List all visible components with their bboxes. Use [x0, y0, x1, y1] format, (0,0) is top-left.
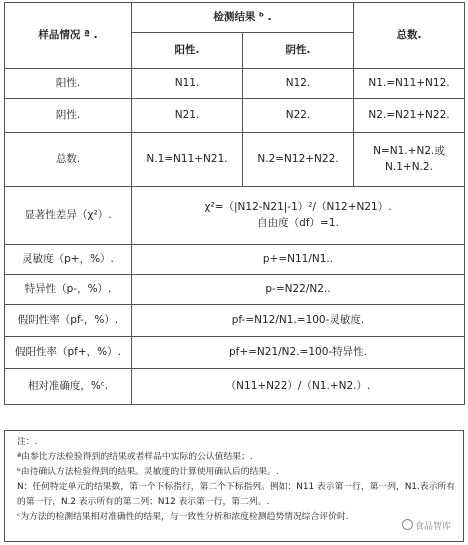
positive-header: 阳性. — [132, 33, 243, 69]
note-a: ª由参比方法检验得到的结果或者样品中实际的公认值结果；. — [17, 452, 253, 462]
total-line-2: N.1+N.2. — [385, 160, 433, 173]
cell: N2.=N21+N22. — [354, 99, 465, 133]
header-row-1 — [5, 3, 465, 33]
row-label: 阴性. — [5, 99, 132, 133]
stat-label: 灵敏度（p+，%）. — [5, 245, 132, 275]
detection-result-header: 检测结果 ᵇ . — [132, 3, 354, 33]
stat-value: （N11+N22）/（N1.+N2.）. — [132, 369, 465, 405]
note-n: N：任何特定单元的结果数，第一个下标指行，第二个下标指列。例如：N11 表示第一行，第一列，N1.表示所有的第一行，N.2 表示所有的第二列；N12 表示第一行，第二列。. — [17, 482, 455, 507]
stat-value: pf-=N12/N1.=100-灵敏度. — [132, 305, 465, 337]
cell: N21. — [132, 99, 243, 133]
stat-row — [5, 275, 465, 305]
stat-value: pf+=N21/N2.=100-特异性. — [132, 337, 465, 369]
stat-row — [5, 337, 465, 369]
stat-value: p-=N22/N2.. — [132, 275, 465, 305]
table-row — [5, 69, 465, 99]
degrees-of-freedom: 自由度（df）=1. — [257, 216, 339, 229]
cell: N11. — [132, 69, 243, 99]
stat-label: 假阳性率（pf+，%）. — [5, 337, 132, 369]
stat-row — [5, 245, 465, 275]
cell: N22. — [243, 99, 354, 133]
stat-label: 相对准确度，%ᶜ. — [5, 369, 132, 405]
results-table — [4, 2, 465, 405]
note-c: ᶜ为方法的检测结果相对准确性的结果，与一致性分析和浓度检测趋势情况综合评价时. — [17, 512, 349, 522]
table-row — [5, 133, 465, 187]
watermark-text: 食品智库 — [414, 522, 451, 532]
row-label: 总数. — [5, 133, 132, 187]
cell: N12. — [243, 69, 354, 99]
stat-label: 显著性差异（χ²）. — [5, 187, 132, 245]
total-header: 总数. — [354, 3, 465, 69]
notes-title: 注：. — [17, 437, 38, 447]
note-b: ᵇ由待确认方法检验得到的结果。灵敏度的计算使用确认后的结果。. — [17, 467, 279, 477]
cell: N.2=N12+N22. — [243, 133, 354, 187]
cell — [354, 133, 465, 187]
stat-label: 特异性（p-，%）. — [5, 275, 132, 305]
cell: N1.=N11+N12. — [354, 69, 465, 99]
table-row — [5, 99, 465, 133]
stat-value — [132, 187, 465, 245]
cell: N.1=N11+N21. — [132, 133, 243, 187]
stat-label: 假阴性率（pf-，%）. — [5, 305, 132, 337]
negative-header: 阴性. — [243, 33, 354, 69]
stat-value: p+=N11/N1.. — [132, 245, 465, 275]
wechat-logo-icon — [402, 519, 413, 530]
stat-row — [5, 369, 465, 405]
stat-row — [5, 305, 465, 337]
sample-status-header: 样品情况 ª . — [5, 3, 132, 69]
stat-row — [5, 187, 465, 245]
chi-square-formula: χ²=（|N12-N21|-1）²/（N12+N21）. — [204, 201, 392, 214]
watermark — [400, 519, 453, 535]
row-label: 阳性. — [5, 69, 132, 99]
total-line-1: N=N1.+N2.或 — [373, 145, 445, 158]
notes-box — [4, 430, 464, 542]
